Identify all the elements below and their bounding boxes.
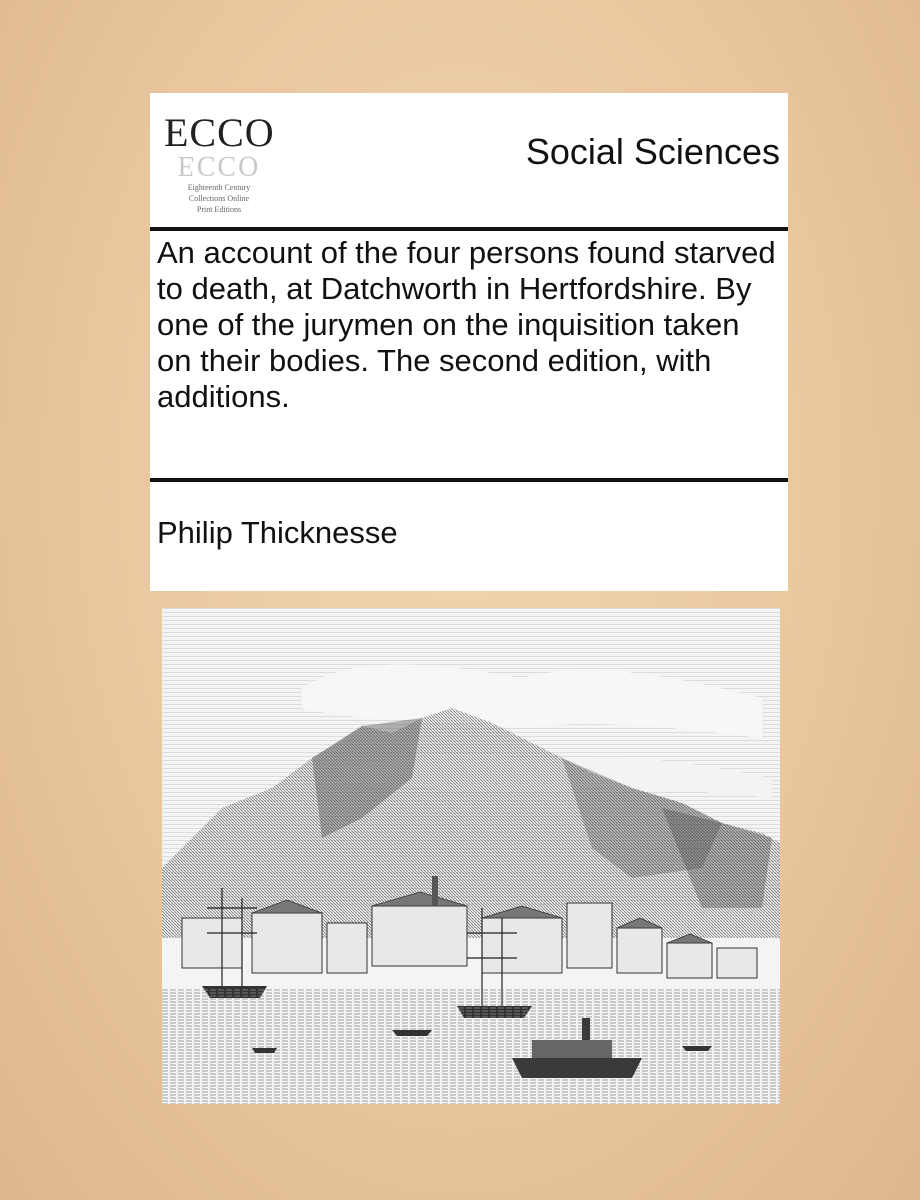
series-title: Social Sciences [525,131,780,172]
top-rule [150,227,788,231]
logo-line-3: Print Editions [196,205,242,214]
middle-rule [150,478,788,482]
logo-wordmark: ECCO [164,110,275,155]
cover-label-panel [150,93,788,591]
harbor-engraving [162,608,780,1104]
author-name: Philip Thicknesse [157,515,398,550]
logo-reflection: ECCO [177,150,261,181]
ecco-logo [164,105,274,217]
logo-line-1: Eighteenth Century [187,183,251,192]
book-title: An account of the four persons found starved to death, at Datchworth in Hertfordshire. By one of the jurymen on the inquisition taken on their bodies. The second edition, with additions. [157,235,776,414]
series-header [150,93,788,227]
logo-line-2: Collections Online [188,194,250,203]
harbor-scene-svg [162,608,780,1104]
